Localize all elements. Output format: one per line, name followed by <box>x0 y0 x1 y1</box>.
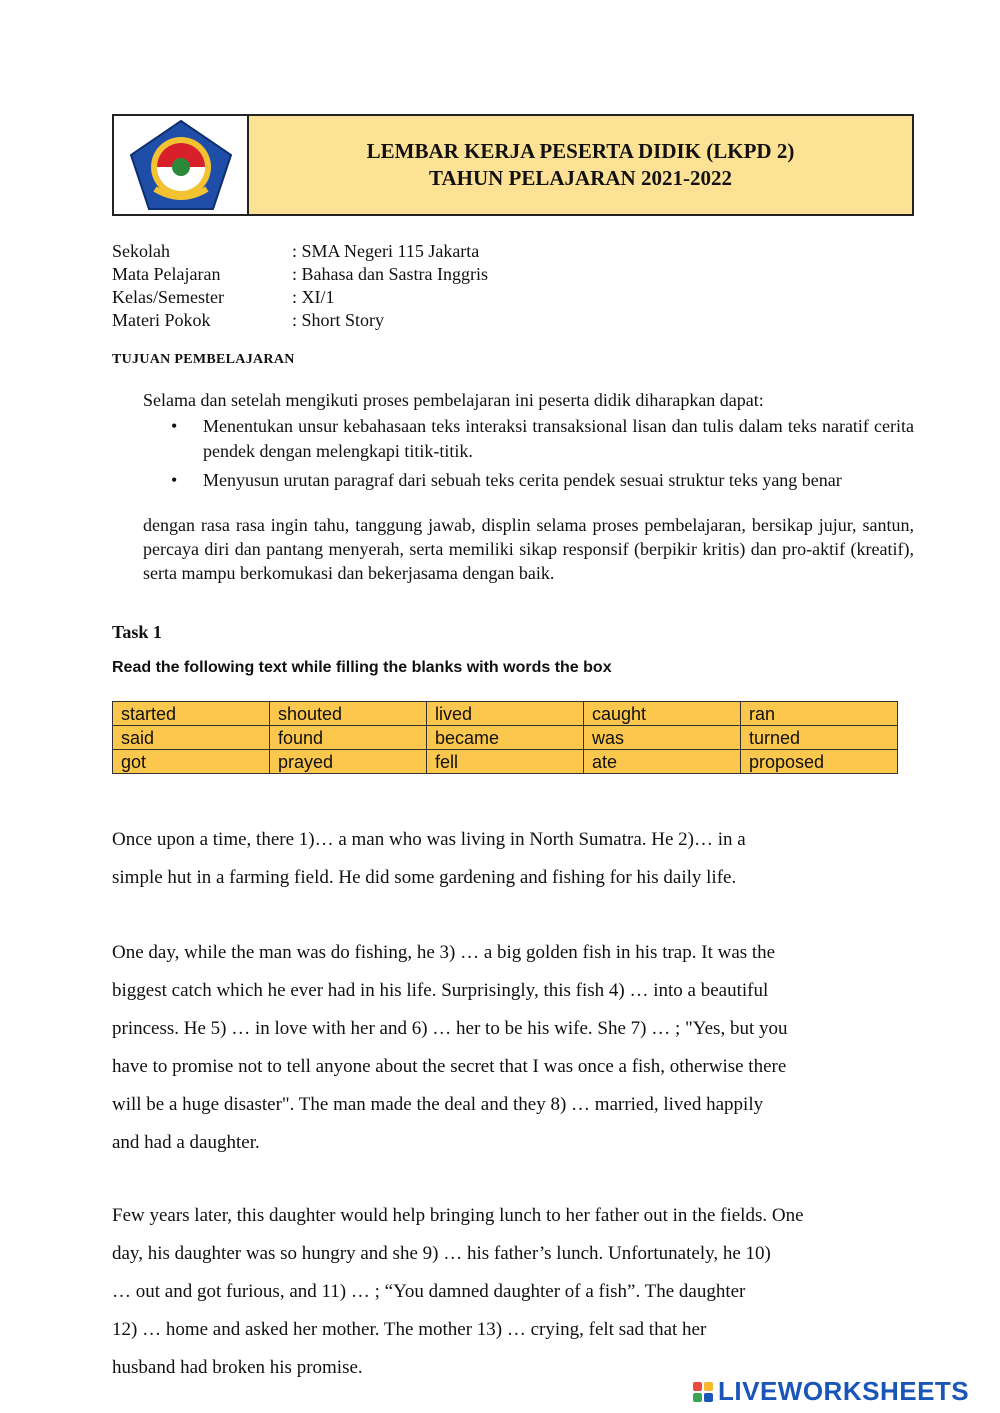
story-line: One day, while the man was do fishing, he 3) … a big golden fish in his trap. It was the <box>112 942 776 963</box>
word-cell: lived <box>427 702 584 726</box>
word-cell: said <box>113 726 270 750</box>
objective-item: • Menyusun urutan paragraf dari sebuah teks cerita pendek sesuai struktur teks yang benar <box>165 468 914 493</box>
word-cell: found <box>270 726 427 750</box>
word-cell: proposed <box>741 750 898 774</box>
info-value: : Bahasa dan Sastra Inggris <box>292 264 488 284</box>
story-line: husband had broken his promise. <box>112 1357 363 1378</box>
header-box <box>112 114 914 216</box>
word-cell: caught <box>584 702 741 726</box>
info-label: Materi Pokok <box>112 310 211 330</box>
story-line: biggest catch which he ever had in his life. Surprisingly, this fish 4) … into a beautiful <box>112 980 769 1001</box>
story-line: Few years later, this daughter would help bringing lunch to her father out in the fields. One <box>112 1205 804 1226</box>
word-box-table <box>112 701 898 774</box>
task-instruction: Read the following text while filling the blanks with words the box <box>112 659 612 676</box>
header-title <box>249 116 912 214</box>
story-paragraph-3 <box>112 1197 914 1387</box>
info-value: : Short Story <box>292 310 385 330</box>
info-label: Sekolah <box>112 241 170 261</box>
word-row <box>113 726 898 750</box>
task-title: Task 1 <box>112 622 162 642</box>
objective-item: • Menentukan unsur kebahasaan teks interaksi transaksional lisan dan tulis dalam teks naratif cerita pendek dengan melengkapi titik-titik. <box>165 414 914 464</box>
word-cell: ran <box>741 702 898 726</box>
word-cell: was <box>584 726 741 750</box>
info-block <box>112 240 488 332</box>
story-paragraph-1 <box>112 821 914 897</box>
word-row <box>113 702 898 726</box>
story-line: princess. He 5) … in love with her and 6) … her to be his wife. She 7) … ; "Yes, but you <box>112 1018 788 1039</box>
word-cell: got <box>113 750 270 774</box>
story-line: … out and got furious, and 11) … ; “You damned daughter of a fish”. The daughter <box>112 1281 746 1302</box>
story-line: will be a huge disaster". The man made the deal and they 8) … married, lived happily <box>112 1094 764 1115</box>
word-cell: prayed <box>270 750 427 774</box>
objectives-list <box>165 414 914 497</box>
info-value: : SMA Negeri 115 Jakarta <box>292 241 480 261</box>
objectives-intro: Selama dan setelah mengikuti proses pembelajaran ini peserta didik diharapkan dapat: <box>143 390 764 410</box>
word-row <box>113 750 898 774</box>
title-line-2: TAHUN PELAJARAN 2021-2022 <box>429 166 732 190</box>
info-row-topic <box>112 309 488 332</box>
logo-cell <box>114 116 249 214</box>
school-crest-icon <box>127 117 235 213</box>
story-line: simple hut in a farming field. He did some gardening and fishing for his daily life. <box>112 867 737 888</box>
liveworksheets-brand-text: LIVEWORKSHEETS <box>718 1376 970 1406</box>
story-line: Once upon a time, there 1)… a man who was living in North Sumatra. He 2)… in a <box>112 829 746 850</box>
info-row-school <box>112 240 488 263</box>
liveworksheets-logo[interactable] <box>693 1376 969 1407</box>
title-line-1: LEMBAR KERJA PESERTA DIDIK (LKPD 2) <box>366 139 795 163</box>
word-cell: became <box>427 726 584 750</box>
story-paragraph-2 <box>112 934 914 1162</box>
word-cell: fell <box>427 750 584 774</box>
word-cell: turned <box>741 726 898 750</box>
info-label: Mata Pelajaran <box>112 264 221 284</box>
story-line: day, his daughter was so hungry and she 9) … his father’s lunch. Unfortunately, he 10) <box>112 1243 771 1264</box>
story-line: have to promise not to tell anyone about the secret that I was once a fish, otherwise there <box>112 1056 787 1077</box>
info-label: Kelas/Semester <box>112 287 224 307</box>
info-row-class <box>112 286 488 309</box>
word-cell: shouted <box>270 702 427 726</box>
story-line: 12) … home and asked her mother. The mother 13) … crying, felt sad that her <box>112 1319 707 1340</box>
story-line: and had a daughter. <box>112 1132 260 1153</box>
word-cell: started <box>113 702 270 726</box>
word-cell: ate <box>584 750 741 774</box>
info-value: : XI/1 <box>292 287 335 307</box>
objectives-heading: TUJUAN PEMBELAJARAN <box>112 352 295 367</box>
info-row-subject <box>112 263 488 286</box>
liveworksheets-logo-icon <box>693 1382 713 1402</box>
objectives-closing: dengan rasa rasa ingin tahu, tanggung jawab, displin selama proses pembelajaran, bersikap jujur, santun, percaya diri dan pantang menyerah, serta memiliki sikap responsif (berpikir kritis) dan pro-aktif (kreatif), serta mampu berkomukasi dan bekerjasama dengan baik. <box>143 515 914 583</box>
